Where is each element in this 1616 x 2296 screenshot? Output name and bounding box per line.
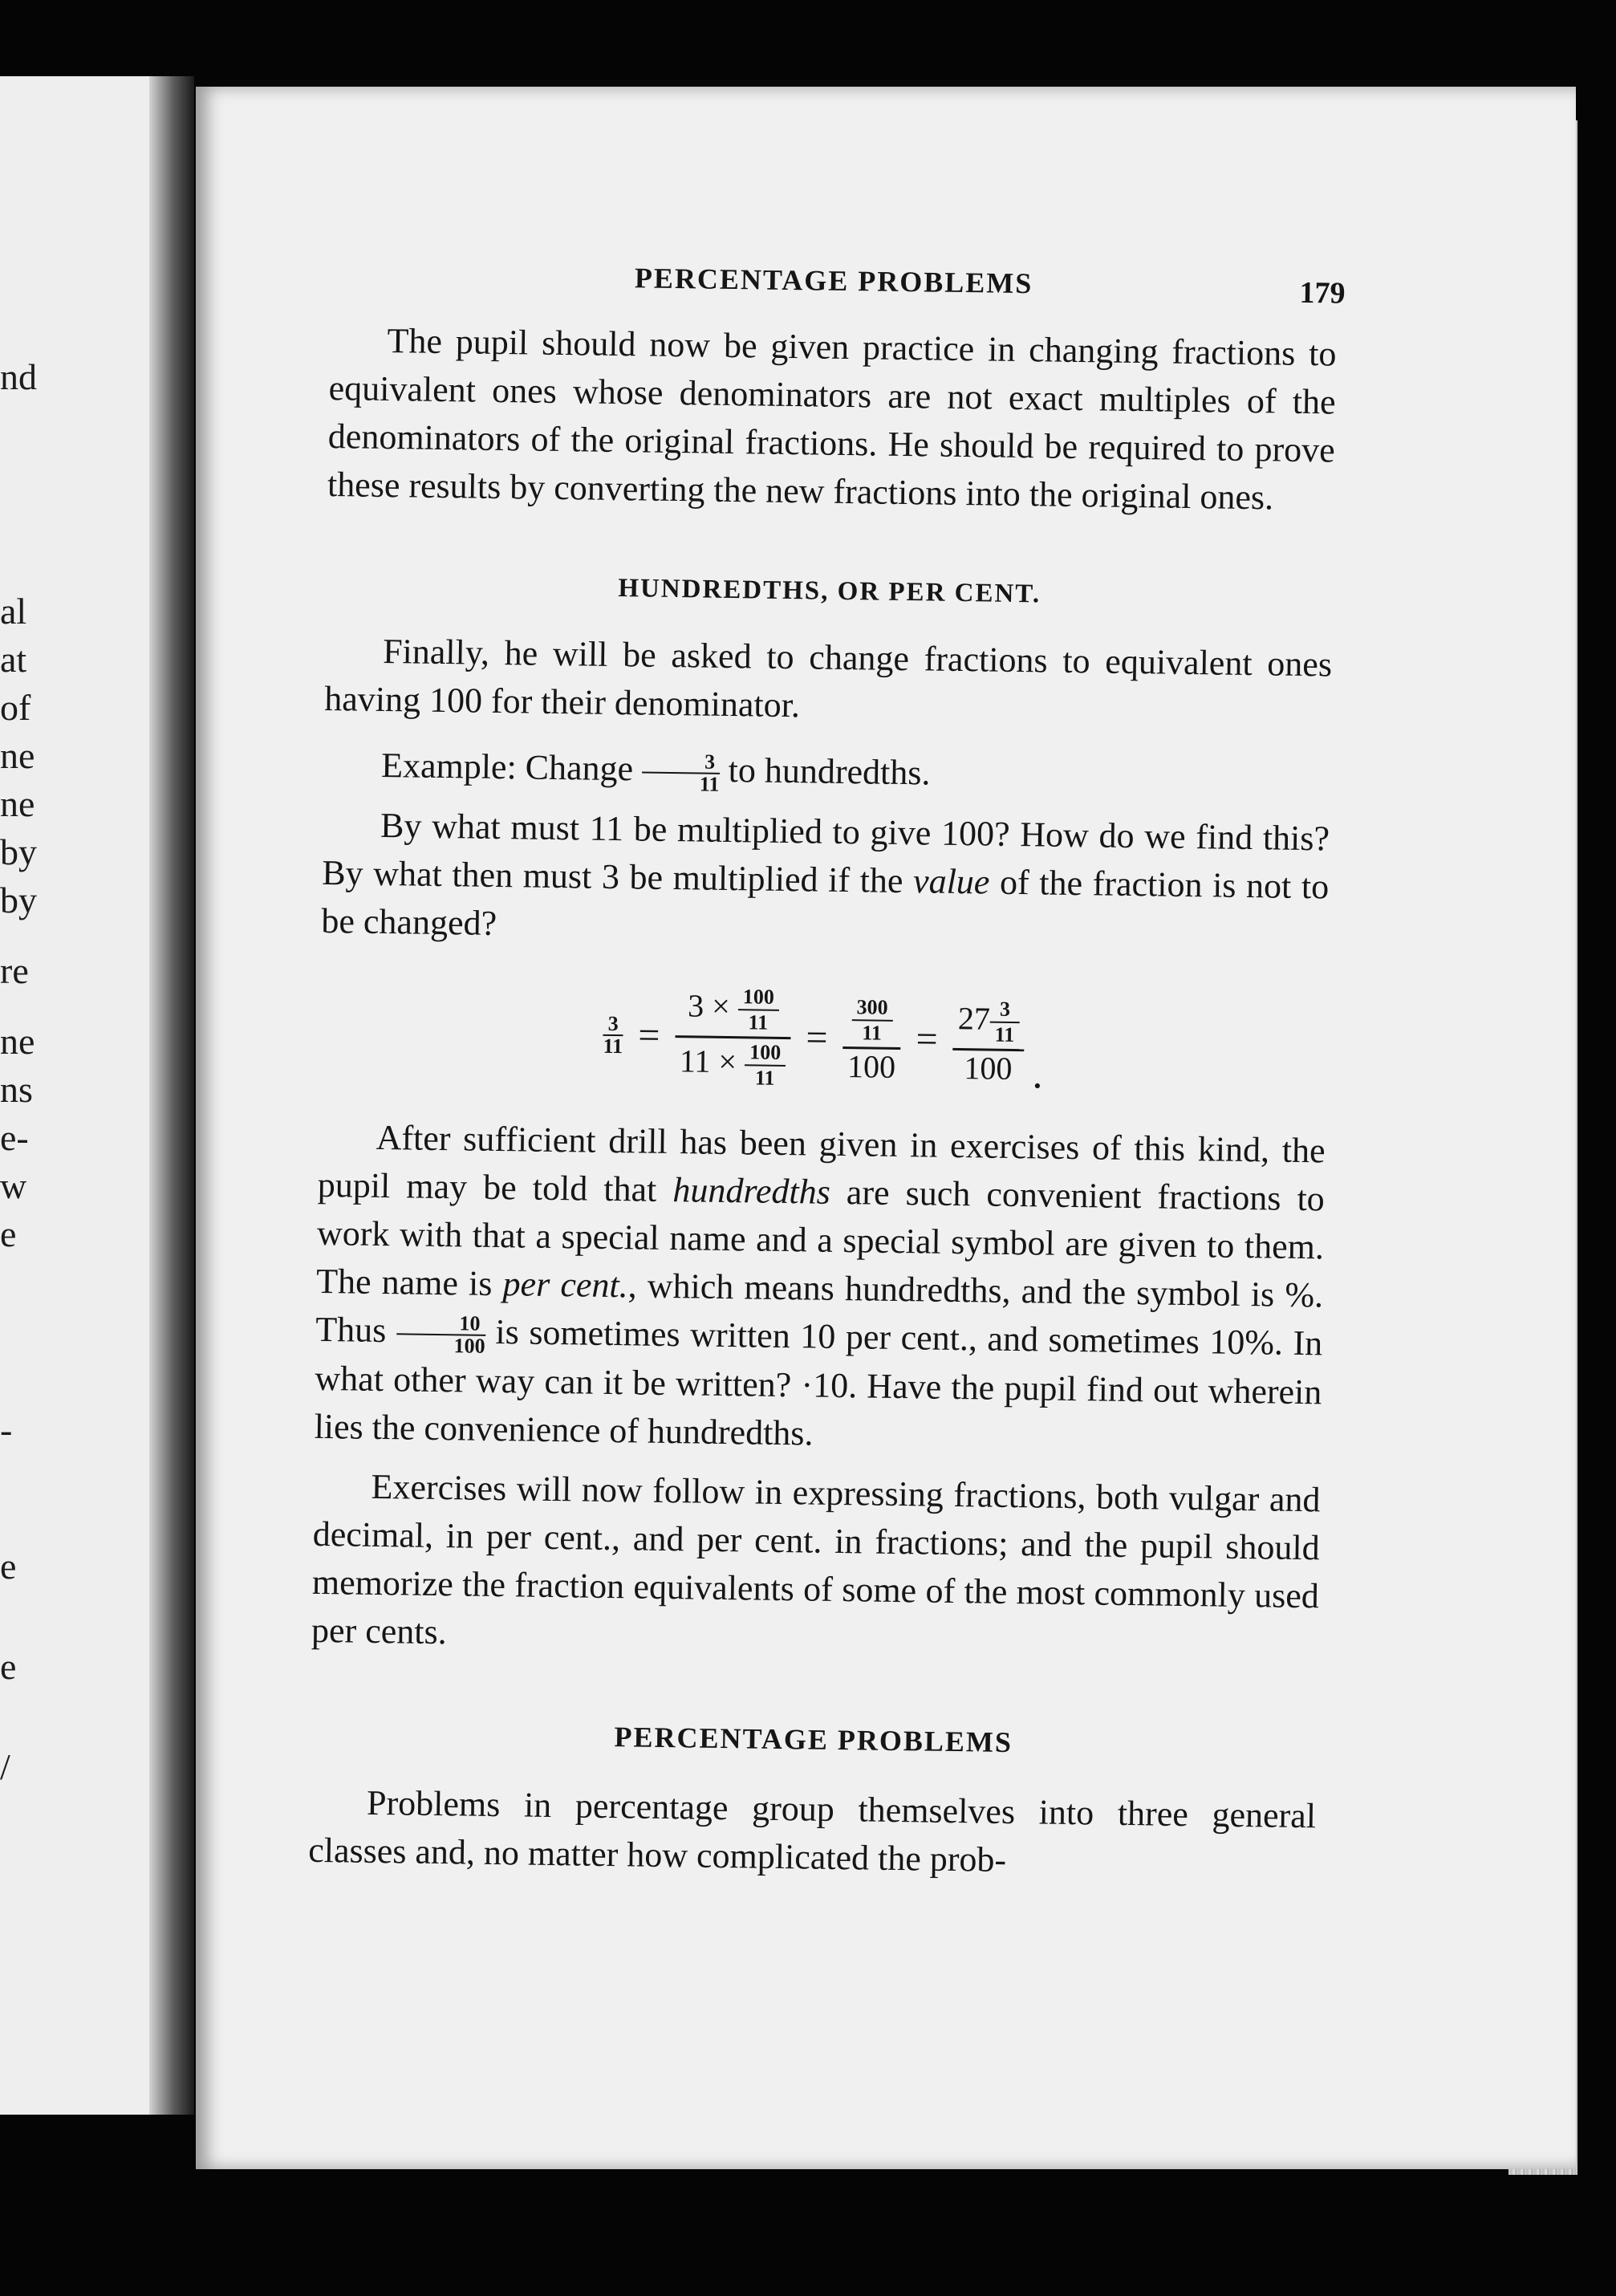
paragraph: Problems in percentage group themselves into three general classes and, no matter how complicated the prob-: [307, 1782, 1317, 1879]
example-line: [323, 741, 1331, 803]
facing-page-fragment: re: [0, 950, 29, 991]
facing-page-fragment: by: [0, 831, 37, 872]
facing-page-fragment: w: [0, 1165, 27, 1206]
italic-term: per cent.: [502, 1264, 629, 1306]
facing-page-fragment: e: [0, 1546, 17, 1587]
facing-page-fragment: at: [0, 639, 27, 680]
running-title: PERCENTAGE PROBLEMS: [634, 262, 1033, 300]
facing-page-fragment: ne: [0, 783, 35, 824]
facing-page-fragment: al: [0, 591, 27, 632]
equation: [319, 977, 1328, 1100]
italic-term: hundredths: [672, 1169, 831, 1212]
facing-page-fragment: ns: [0, 1069, 33, 1110]
fraction: $\frac{3}{11}$: [603, 1012, 623, 1059]
fraction: 3 × $\frac{100}{11}$ 11 × $\frac{100}{11}$: [674, 982, 791, 1092]
example-suffix: to hundredths.: [728, 750, 931, 793]
facing-page-fragment: ne: [0, 735, 35, 776]
paragraph: After sufficient drill has been given in exercises of this kind, the pupil may be told that hundredths are such convenient fractions to work with that a special name and a special symbol are given to them. The name is per cent., which means hundredths, and the symbol is %. Thus $\frac{10}{100}$ is sometimes written 10 per cent., and sometimes 10%. In what other way can it be written? ·10. Have the pupil find out wherein lies the convenience of hundredths.: [314, 1117, 1326, 1453]
facing-page-fragment: e: [0, 1646, 17, 1687]
period: .: [1032, 1051, 1043, 1098]
facing-page-fragment: by: [0, 880, 37, 920]
paragraph: By what must 11 be multiplied to give 100? How do we find this? By what then must 3 be multiplied if the value of the fraction is not to be changed?: [321, 805, 1330, 943]
section-heading: PERCENTAGE PROBLEMS: [614, 1720, 1013, 1758]
facing-page-fragment: nd: [0, 356, 37, 397]
paragraph: The pupil should now be given practice in changing fractions to equivalent ones whose denominators are not exact multiples of the denominators of the original fractions. He should be required to prove these results by converting the new fractions into the original ones.: [327, 320, 1337, 518]
paragraph: Exercises will now follow in expressing fractions, both vulgar and decimal, in per cent., and per cent. in fractions; and the pupil should memorize the fraction equivalents of some of the most commonly used per cents.: [311, 1466, 1321, 1652]
fraction: 27 $\frac{3}{11}$ 100: [952, 995, 1025, 1087]
page-text: [307, 257, 1346, 1888]
facing-page-fragment: /: [0, 1746, 10, 1787]
example-prefix: Example: Change: [380, 745, 634, 789]
facing-page-fragment: ne: [0, 1021, 35, 1062]
page-number: 179: [1299, 275, 1346, 311]
book-gutter: [149, 76, 194, 2115]
fraction: $\frac{3}{11}$: [642, 750, 720, 794]
facing-page-fragment: e-: [0, 1117, 29, 1158]
fraction: $\frac{10}{100}$: [396, 1312, 485, 1357]
facing-page-fragment: e: [0, 1213, 17, 1254]
facing-page-fragment: of: [0, 687, 31, 728]
equals-sign: =: [637, 1014, 660, 1058]
fraction: $\frac{\frac{300}{11}}{100}$: [843, 994, 902, 1085]
paragraph: Finally, he will be asked to change fractions to equivalent ones having 100 for their denominator.: [323, 631, 1333, 725]
section-heading: HUNDREDTHS, OR PER CENT.: [618, 574, 1041, 609]
italic-term: value: [912, 861, 990, 902]
equals-sign: =: [916, 1018, 938, 1062]
equals-sign: =: [806, 1016, 828, 1060]
facing-page-fragment: -: [0, 1409, 13, 1450]
